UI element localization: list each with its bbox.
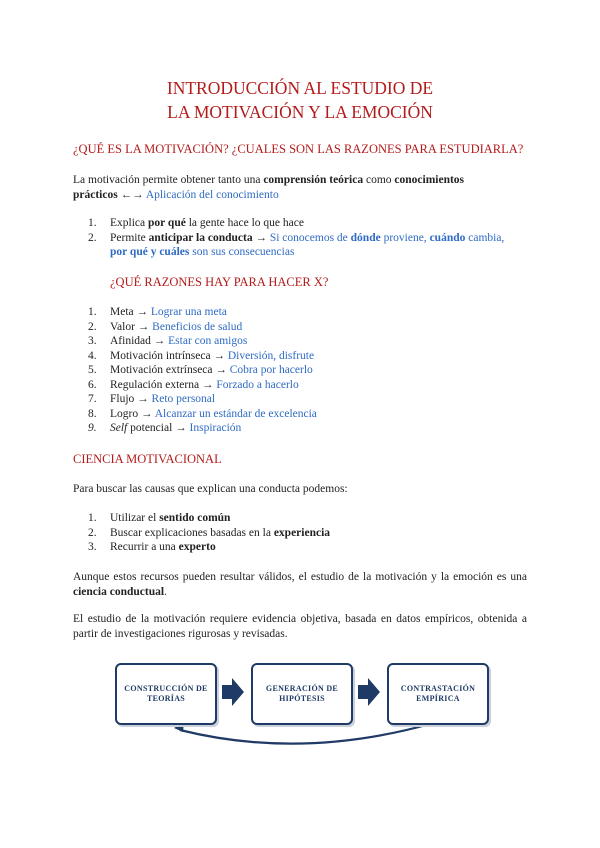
section-heading-what-is: ¿QUÉ ES LA MOTIVACIÓN? ¿CUALES SON LAS RAZONES PARA ESTUDIARLA? xyxy=(73,142,524,156)
list-item: 1. Explica por qué la gente hace lo que hace xyxy=(88,217,304,229)
section3-list xyxy=(88,511,528,555)
document-title xyxy=(0,76,600,124)
list-item: 3. Afinidad → Estar con amigos xyxy=(88,335,248,347)
section1-intro: La motivación permite obtener tanto una comprensión teórica como conocimientos prácticos ←→ Aplicación del conocimiento xyxy=(73,174,465,201)
list-item: 2. Valor → Beneficios de salud xyxy=(88,320,243,333)
feedback-curve xyxy=(180,724,430,744)
section-heading-reasons: ¿QUÉ RAZONES HAY PARA HACER X? xyxy=(110,275,329,289)
list-item: 4. Motivación intrínseca → Diversión, disfrute xyxy=(88,349,315,362)
list-item: 2. Permite anticipar la conducta → Si conocemos de dónde proviene, cuándo cambia, por qué y cuáles son sus consecuencias xyxy=(88,231,505,258)
list-item: 3. Recurrir a una experto xyxy=(88,541,216,553)
reasons-list xyxy=(88,305,528,436)
list-item: 1. Meta → Lograr una meta xyxy=(88,306,227,318)
list-item: 6. Regulación externa → Forzado a hacerlo xyxy=(88,378,299,391)
box-theory-construction: CONSTRUCCIÓN DE TEORÍAS xyxy=(115,663,217,725)
box-hypothesis-generation: GENERACIÓN DE HIPÓTESIS xyxy=(251,663,353,725)
section1-list xyxy=(88,216,528,260)
list-item: 2. Buscar explicaciones basadas en la experiencia xyxy=(88,526,331,539)
arrow-right-icon xyxy=(358,678,380,706)
section-heading-science: CIENCIA MOTIVACIONAL xyxy=(73,452,222,466)
list-item: 7. Flujo → Reto personal xyxy=(88,393,216,405)
curve-arrowhead-icon xyxy=(174,722,184,732)
section3-intro: Para buscar las causas que explican una conducta podemos: xyxy=(73,483,348,495)
list-item: 9. Self potencial → Inspiración xyxy=(88,422,242,434)
list-item: 1. Utilizar el sentido común xyxy=(88,512,231,524)
title-line-2: LA MOTIVACIÓN Y LA EMOCIÓN xyxy=(167,102,433,122)
arrow-right-icon xyxy=(222,678,244,706)
list-item: 5. Motivación extrínseca → Cobra por hacerlo xyxy=(88,364,313,376)
paragraph-behavioral-science: Aunque estos recursos pueden resultar válidos, el estudio de la motivación y la emoción es una ciencia conductual. xyxy=(73,571,527,598)
list-item: 8. Logro → Alcanzar un estándar de excelencia xyxy=(88,407,317,420)
box-empirical-testing: CONTRASTACIÓN EMPÍRICA xyxy=(387,663,489,725)
title-line-1: INTRODUCCIÓN AL ESTUDIO DE xyxy=(166,78,434,98)
paragraph-objective-evidence: El estudio de la motivación requiere evidencia objetiva, basada en datos empíricos, obtenida a partir de investigaciones rigurosas y revisadas. xyxy=(73,613,527,640)
